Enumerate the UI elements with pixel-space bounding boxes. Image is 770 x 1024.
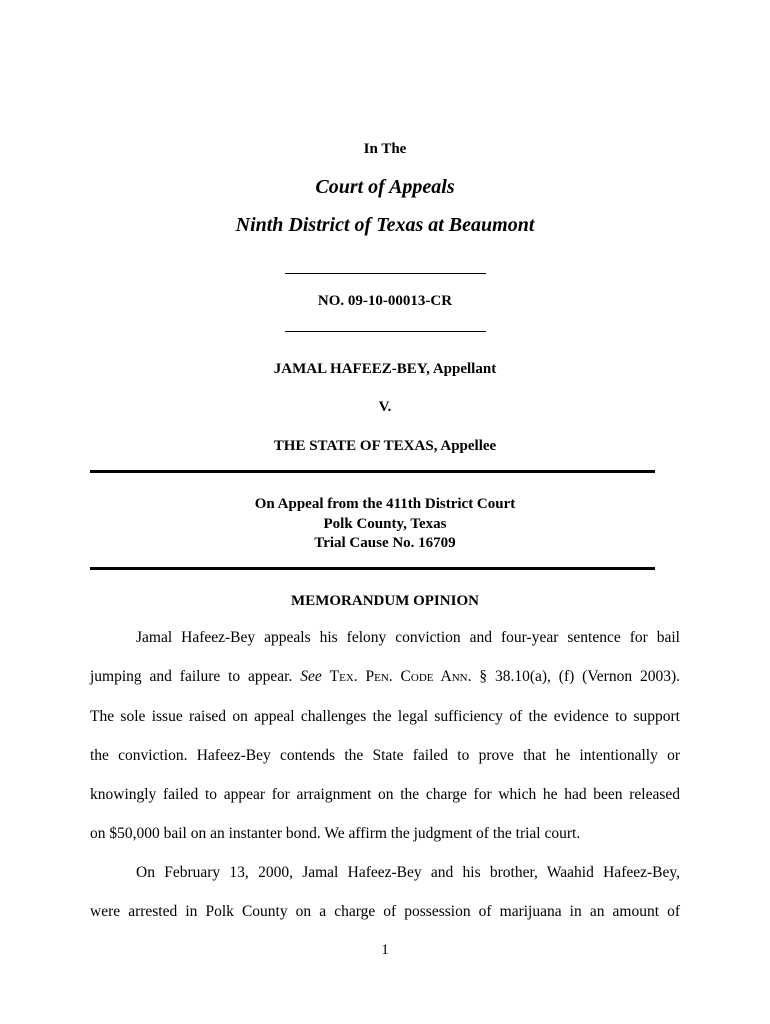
paragraph-line: knowingly failed to appear for arraignment on the charge for which he had been released — [90, 786, 680, 803]
separator-rule — [90, 567, 655, 570]
separator-line — [285, 273, 486, 274]
court-district: Ninth District of Texas at Beaumont — [235, 214, 535, 236]
paragraph-line: The sole issue raised on appeal challenges the legal sufficiency of the evidence to support — [90, 708, 680, 725]
paragraph-line: On February 13, 2000, Jamal Hafeez-Bey and his brother, Waahid Hafeez-Bey, — [136, 864, 680, 881]
appellant-line: JAMAL HAFEEZ-BEY, Appellant — [273, 361, 497, 377]
paragraph-line: Jamal Hafeez-Bey appeals his felony conviction and four-year sentence for bail — [136, 629, 680, 646]
paragraph-line — [90, 668, 680, 686]
paragraph-line: the conviction. Hafeez-Bey contends the State failed to prove that he intentionally or — [90, 747, 680, 764]
court-name: Court of Appeals — [315, 176, 455, 198]
citation-signal: See — [300, 668, 322, 685]
appeal-county-line: Polk County, Texas — [323, 516, 447, 532]
statute-section: § 38.10(a), (f) (Vernon 2003). — [479, 668, 681, 685]
trial-cause-line: Trial Cause No. 16709 — [314, 535, 456, 551]
case-number: NO. 09-10-00013-CR — [317, 293, 453, 309]
page-number: 1 — [381, 942, 389, 958]
appellee-line: THE STATE OF TEXAS, Appellee — [273, 438, 497, 454]
separator-rule — [90, 470, 655, 473]
in-the-heading: In The — [363, 141, 407, 157]
separator-line — [285, 331, 486, 332]
opinion-title: MEMORANDUM OPINION — [291, 593, 479, 609]
paragraph-line: were arrested in Polk County on a charge of possession of marijuana in an amount of — [90, 903, 680, 920]
paragraph-line: on $50,000 bail on an instanter bond. We affirm the judgment of the trial court. — [90, 825, 581, 842]
versus-line: V. — [378, 399, 392, 415]
line-text: jumping and failure to appear. — [90, 668, 293, 685]
statute-name: Tex. Pen. Code Ann. — [329, 668, 472, 685]
appeal-origin-line: On Appeal from the 411th District Court — [254, 496, 516, 512]
